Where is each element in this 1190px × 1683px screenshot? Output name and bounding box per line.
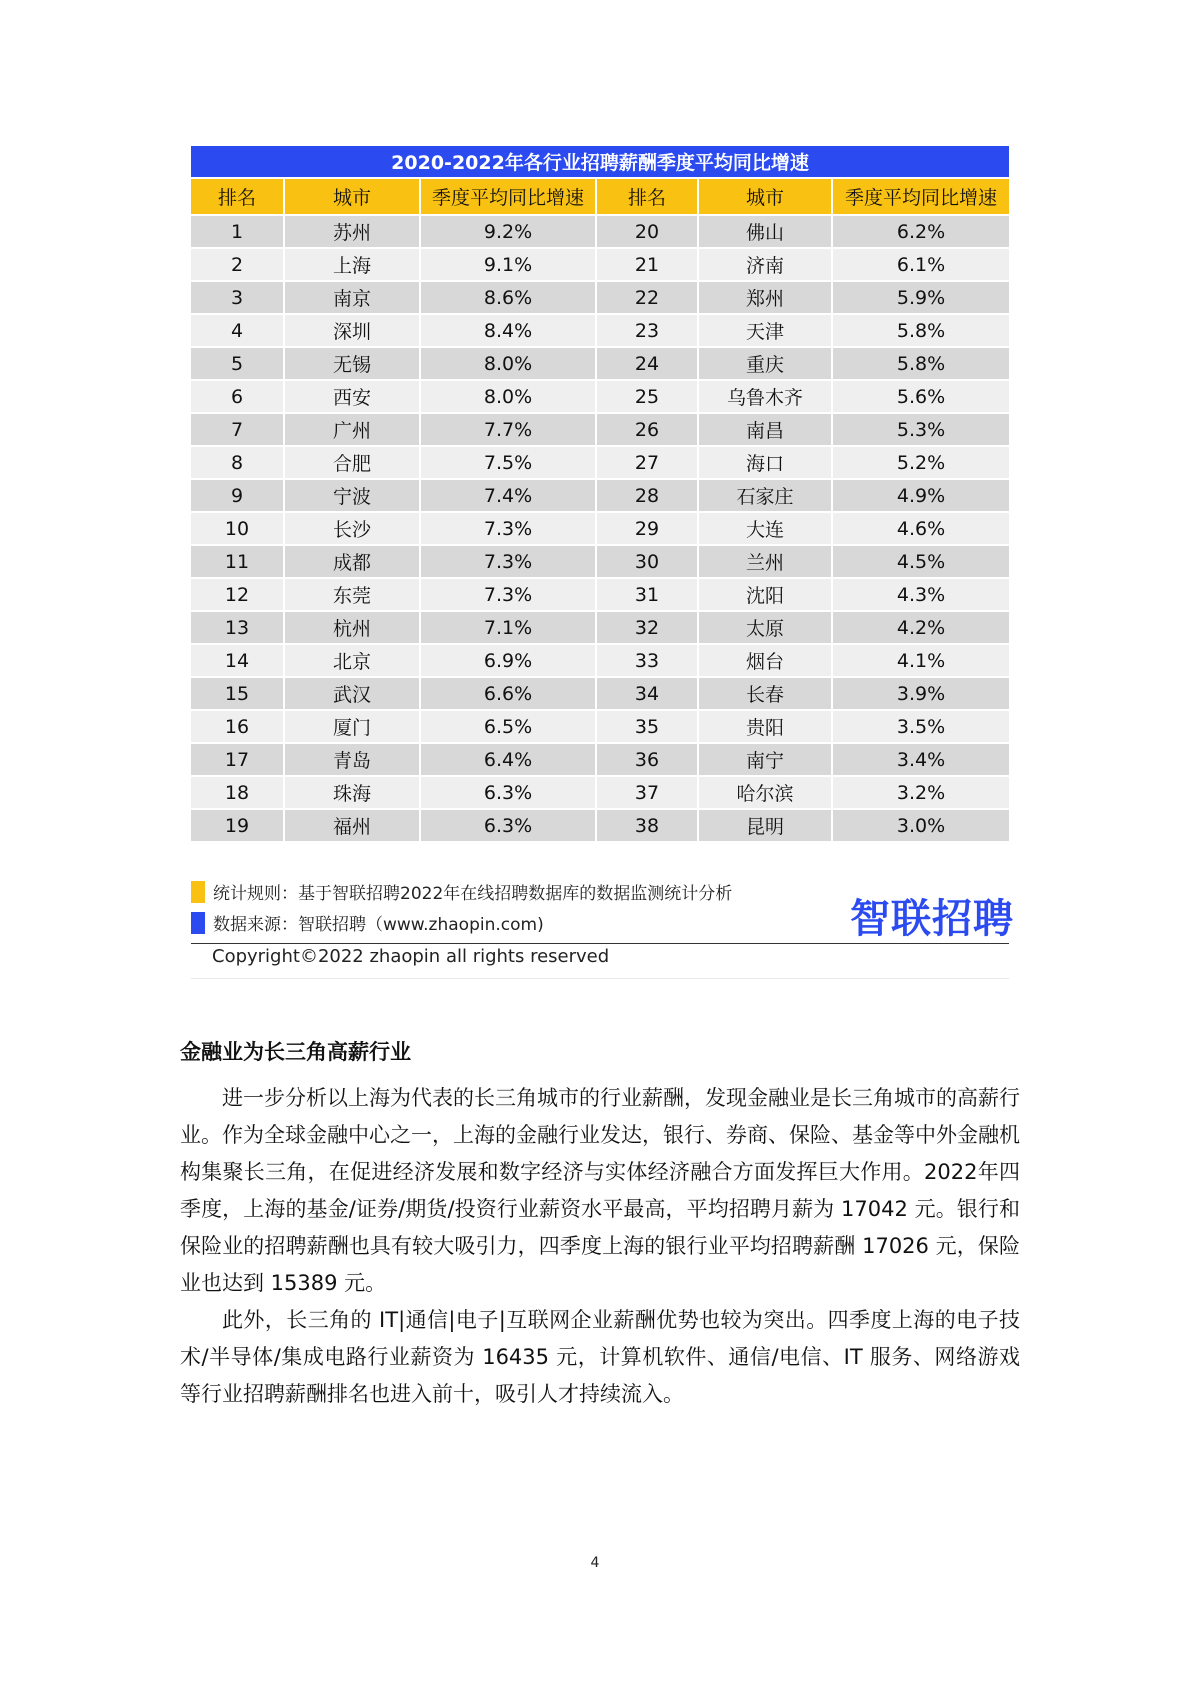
cell-growth-left: 6.3% [421,808,597,841]
cell-growth-left: 7.4% [421,478,597,511]
cell-rank-right: 30 [597,544,699,577]
cell-growth-right: 6.2% [833,214,1009,247]
cell-city-left: 广州 [285,412,421,445]
cell-growth-left: 7.3% [421,511,597,544]
cell-city-left: 深圳 [285,313,421,346]
cell-city-left: 厦门 [285,709,421,742]
table-row [191,709,1009,742]
cell-rank-right: 32 [597,610,699,643]
cell-city-right: 天津 [699,313,833,346]
cell-rank-left: 1 [191,214,285,247]
cell-growth-right: 4.3% [833,577,1009,610]
cell-city-left: 青岛 [285,742,421,775]
cell-rank-right: 25 [597,379,699,412]
cell-rank-left: 7 [191,412,285,445]
cell-rank-right: 20 [597,214,699,247]
table-row [191,379,1009,412]
cell-rank-left: 13 [191,610,285,643]
table-row [191,544,1009,577]
cell-rank-left: 5 [191,346,285,379]
table-row [191,676,1009,709]
cell-growth-left: 8.6% [421,280,597,313]
header-city-right: 城市 [699,179,833,214]
page-number: 4 [590,1555,600,1571]
table-body [191,214,1009,841]
cell-rank-right: 29 [597,511,699,544]
cell-rank-right: 24 [597,346,699,379]
cell-growth-right: 3.9% [833,676,1009,709]
cell-city-left: 苏州 [285,214,421,247]
cell-city-right: 沈阳 [699,577,833,610]
cell-rank-left: 17 [191,742,285,775]
cell-rank-right: 31 [597,577,699,610]
cell-growth-right: 5.2% [833,445,1009,478]
cell-growth-left: 7.3% [421,544,597,577]
cell-rank-left: 4 [191,313,285,346]
header-growth-left: 季度平均同比增速 [421,179,597,214]
header-growth-right: 季度平均同比增速 [833,179,1009,214]
cell-city-left: 西安 [285,379,421,412]
cell-city-left: 杭州 [285,610,421,643]
table-row [191,412,1009,445]
cell-city-right: 乌鲁木齐 [699,379,833,412]
cell-city-left: 珠海 [285,775,421,808]
cell-city-right: 哈尔滨 [699,775,833,808]
table-title: 2020-2022年各行业招聘薪酬季度平均同比增速 [191,146,1009,179]
cell-city-right: 贵阳 [699,709,833,742]
salary-growth-ranking-table [191,146,1009,841]
cell-growth-left: 6.6% [421,676,597,709]
cell-rank-right: 21 [597,247,699,280]
cell-city-right: 佛山 [699,214,833,247]
table-row [191,610,1009,643]
divider-faint [191,978,1009,979]
cell-city-left: 北京 [285,643,421,676]
cell-growth-right: 5.3% [833,412,1009,445]
table-row [191,247,1009,280]
cell-rank-left: 8 [191,445,285,478]
header-rank-left: 排名 [191,179,285,214]
cell-city-left: 长沙 [285,511,421,544]
cell-city-right: 海口 [699,445,833,478]
cell-city-left: 无锡 [285,346,421,379]
cell-rank-left: 14 [191,643,285,676]
cell-rank-left: 6 [191,379,285,412]
cell-growth-left: 9.1% [421,247,597,280]
cell-growth-right: 3.2% [833,775,1009,808]
cell-rank-left: 10 [191,511,285,544]
cell-rank-right: 26 [597,412,699,445]
cell-city-right: 济南 [699,247,833,280]
cell-city-right: 烟台 [699,643,833,676]
cell-growth-right: 6.1% [833,247,1009,280]
cell-growth-right: 3.0% [833,808,1009,841]
cell-city-left: 成都 [285,544,421,577]
cell-rank-left: 11 [191,544,285,577]
copyright-text: Copyright©2022 zhaopin all rights reserved [212,946,610,967]
cell-growth-left: 7.7% [421,412,597,445]
cell-growth-left: 6.3% [421,775,597,808]
cell-rank-left: 18 [191,775,285,808]
cell-rank-left: 15 [191,676,285,709]
cell-city-right: 南宁 [699,742,833,775]
cell-city-left: 南京 [285,280,421,313]
table-row [191,511,1009,544]
cell-city-left: 东莞 [285,577,421,610]
cell-growth-left: 7.5% [421,445,597,478]
table-row [191,280,1009,313]
table-header-row [191,179,1009,214]
cell-city-right: 郑州 [699,280,833,313]
cell-rank-left: 3 [191,280,285,313]
cell-growth-right: 4.6% [833,511,1009,544]
table-row [191,775,1009,808]
cell-growth-right: 4.2% [833,610,1009,643]
cell-city-right: 石家庄 [699,478,833,511]
cell-city-right: 昆明 [699,808,833,841]
cell-rank-right: 27 [597,445,699,478]
cell-growth-left: 8.0% [421,379,597,412]
article-body [180,1080,1020,1413]
cell-rank-right: 36 [597,742,699,775]
cell-growth-right: 5.6% [833,379,1009,412]
table-row [191,742,1009,775]
cell-growth-left: 6.5% [421,709,597,742]
note-rule-text: 统计规则：基于智联招聘2022年在线招聘数据库的数据监测统计分析 [213,884,733,904]
cell-rank-left: 2 [191,247,285,280]
cell-growth-left: 7.1% [421,610,597,643]
paragraph-2: 此外，长三角的 IT|通信|电子|互联网企业薪酬优势也较为突出。四季度上海的电子技术/半导体/集成电路行业薪资为 16435 元，计算机软件、通信/电信、IT 服务、网络游戏等行业招聘薪酬排名也进入前十，吸引人才持续流入。 [180,1308,1020,1406]
table-row [191,445,1009,478]
header-city-left: 城市 [285,179,421,214]
cell-growth-left: 6.9% [421,643,597,676]
table-row [191,214,1009,247]
yellow-marker-icon [191,881,205,903]
cell-growth-left: 7.3% [421,577,597,610]
cell-rank-right: 35 [597,709,699,742]
cell-growth-right: 5.8% [833,346,1009,379]
cell-growth-right: 3.4% [833,742,1009,775]
table-row [191,478,1009,511]
cell-growth-right: 4.5% [833,544,1009,577]
cell-growth-left: 9.2% [421,214,597,247]
cell-growth-left: 6.4% [421,742,597,775]
cell-rank-right: 38 [597,808,699,841]
section-heading: 金融业为长三角高薪行业 [180,1040,411,1064]
blue-marker-icon [191,912,205,934]
cell-rank-left: 9 [191,478,285,511]
cell-growth-right: 4.9% [833,478,1009,511]
cell-rank-right: 22 [597,280,699,313]
note-source-text: 数据来源：智联招聘（www.zhaopin.com) [213,915,544,935]
cell-city-right: 长春 [699,676,833,709]
cell-rank-right: 37 [597,775,699,808]
cell-growth-right: 5.9% [833,280,1009,313]
table-row [191,577,1009,610]
cell-city-right: 重庆 [699,346,833,379]
cell-city-right: 南昌 [699,412,833,445]
zhaopin-logo: 智联招聘 [850,896,1014,942]
divider [191,943,1009,944]
cell-rank-right: 33 [597,643,699,676]
cell-city-left: 武汉 [285,676,421,709]
table-row [191,346,1009,379]
cell-city-right: 兰州 [699,544,833,577]
cell-rank-left: 12 [191,577,285,610]
cell-growth-right: 3.5% [833,709,1009,742]
cell-city-right: 太原 [699,610,833,643]
paragraph-1: 进一步分析以上海为代表的长三角城市的行业薪酬，发现金融业是长三角城市的高薪行业。作为全球金融中心之一，上海的金融行业发达，银行、券商、保险、基金等中外金融机构集聚长三角，在促进经济发展和数字经济与实体经济融合方面发挥巨大作用。2022年四季度，上海的基金/证券/期货/投资行业薪资水平最高，平均招聘月薪为 17042 元。银行和保险业的招聘薪酬也具有较大吸引力，四季度上海的银行业平均招聘薪酬 17026 元，保险业也达到 15389 元。 [180,1086,1020,1295]
cell-rank-left: 16 [191,709,285,742]
cell-city-left: 合肥 [285,445,421,478]
table-row [191,808,1009,841]
cell-growth-left: 8.4% [421,313,597,346]
header-rank-right: 排名 [597,179,699,214]
cell-city-left: 宁波 [285,478,421,511]
cell-rank-right: 23 [597,313,699,346]
cell-city-left: 上海 [285,247,421,280]
cell-rank-right: 34 [597,676,699,709]
ranking-table-container [191,146,1009,841]
cell-city-left: 福州 [285,808,421,841]
table-row [191,643,1009,676]
cell-growth-right: 4.1% [833,643,1009,676]
cell-rank-left: 19 [191,808,285,841]
cell-growth-left: 8.0% [421,346,597,379]
cell-rank-right: 28 [597,478,699,511]
cell-city-right: 大连 [699,511,833,544]
cell-growth-right: 5.8% [833,313,1009,346]
table-row [191,313,1009,346]
